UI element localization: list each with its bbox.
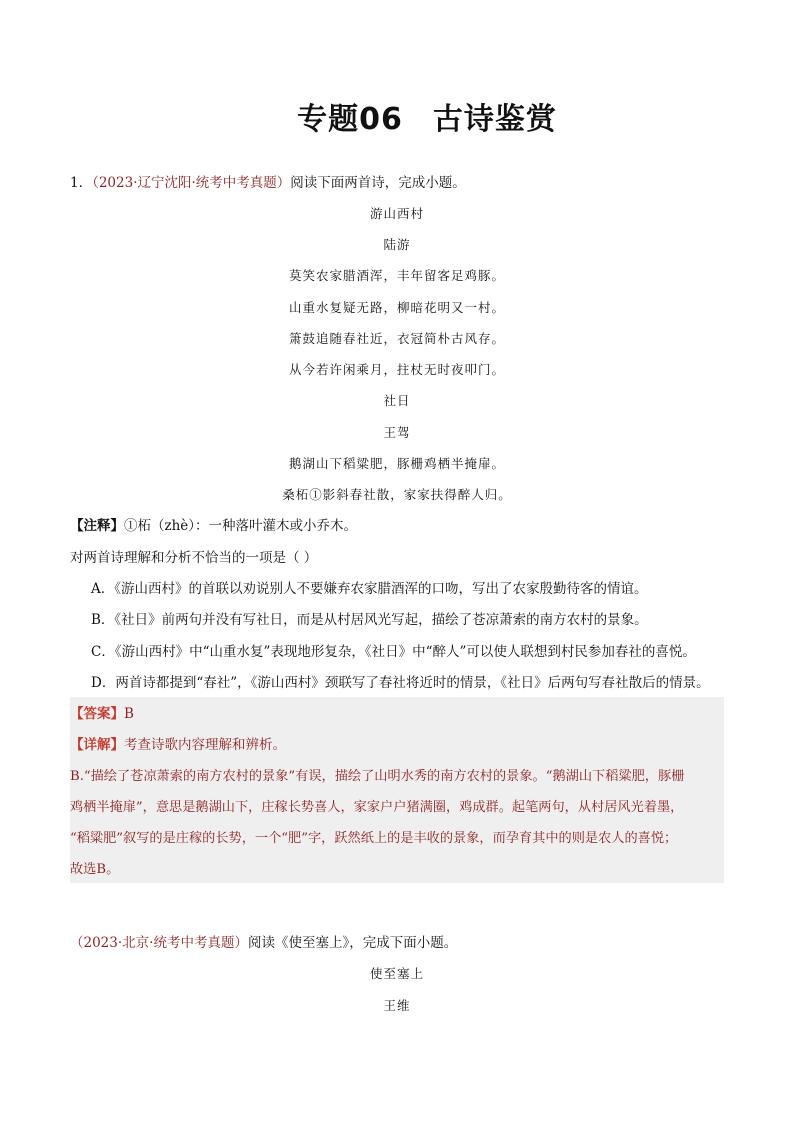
detail-label: 【详解】 <box>70 737 124 753</box>
question-2-header <box>70 933 457 953</box>
poem-title: 社日 <box>383 393 411 408</box>
answer <box>70 704 134 724</box>
detail-line: 鸡栖半掩扉”，意思是鹅湖山下，庄稼长势喜人，家家户户猪满圈，鸡成群。起笔两句，从村居风光着墨， <box>70 800 684 815</box>
title-topic-name: 古诗鉴赏 <box>432 102 557 137</box>
question-source: （2023·辽宁沈阳·统考中考真题） <box>92 175 291 191</box>
question-prompt: 阅读下面两首诗，完成小题。 <box>290 175 466 191</box>
page-title <box>0 94 794 138</box>
detail-line: 故选B。 <box>70 862 120 877</box>
poem-line: 山重水复疑无路，柳暗花明又一村。 <box>288 300 505 315</box>
poem-line: 箫鼓追随春社近，衣冠简朴古风存。 <box>288 331 505 346</box>
note-label: 【注释】 <box>70 518 124 534</box>
option-c: C．《游山西村》中“山重水复”表现地形复杂，《社日》中“醉人”可以使人联想到村民参加春社的喜悦。 <box>91 644 696 660</box>
detail-line: B.“描绘了苍凉萧索的南方农村的景象”有误，描绘了山明水秀的南方农村的景象。“鹅湖山下稻粱肥，豚栅 <box>70 769 685 784</box>
detail-line: “稻粱肥”叙写的是庄稼的长势，一个“肥”字，跃然纸上的是丰收的景象，而孕育其中的则是农人的喜悦； <box>70 831 678 846</box>
poem-line: 桑柘①影斜春社散，家家扶得醉人归。 <box>282 487 512 502</box>
poem-line: 从今若许闲乘月，拄杖无时夜叩门。 <box>288 362 505 377</box>
title-topic-number: 专题06 <box>297 102 403 137</box>
answer-value: B <box>124 706 134 722</box>
option-d: D．两首诗都提到“春社”，《游山西村》颈联写了春社将近时的情景，《社日》后两句写春社散后的情景。 <box>91 675 710 691</box>
detail-intro: 考查诗歌内容理解和辨析。 <box>124 737 286 753</box>
poem-title: 使至塞上 <box>369 966 424 981</box>
note <box>70 516 357 536</box>
question-1-header <box>70 173 466 193</box>
question-source: （2023·北京·统考中考真题） <box>70 935 248 951</box>
poem-author: 陆游 <box>383 237 411 252</box>
answer-panel <box>70 697 724 883</box>
question-stem: 对两首诗理解和分析不恰当的一项是（ ） <box>70 550 318 566</box>
poem-line: 莫笑农家腊酒浑，丰年留客足鸡豚。 <box>288 268 505 283</box>
poem-title: 游山西村 <box>369 206 424 221</box>
answer-label: 【答案】 <box>70 706 124 722</box>
poem-author: 王驾 <box>383 425 411 440</box>
option-a: A．《游山西村》的首联以劝说别人不要嫌弃农家腊酒浑的口吻，写出了农家殷勤待客的情谊。 <box>91 581 648 597</box>
note-text: ①柘（zhè）：一种落叶灌木或小乔木。 <box>124 518 358 534</box>
question-prompt: 阅读《使至塞上》，完成下面小题。 <box>247 935 458 951</box>
option-b: B．《社日》前两句并没有写社日，而是从村居风光写起，描绘了苍凉萧索的南方农村的景象。 <box>91 612 648 628</box>
question-number: 1． <box>70 175 93 191</box>
poem-author: 王维 <box>383 998 411 1013</box>
poem-line: 鹅湖山下稻粱肥，豚栅鸡栖半掩扉。 <box>288 456 505 471</box>
detail-header <box>70 735 286 755</box>
